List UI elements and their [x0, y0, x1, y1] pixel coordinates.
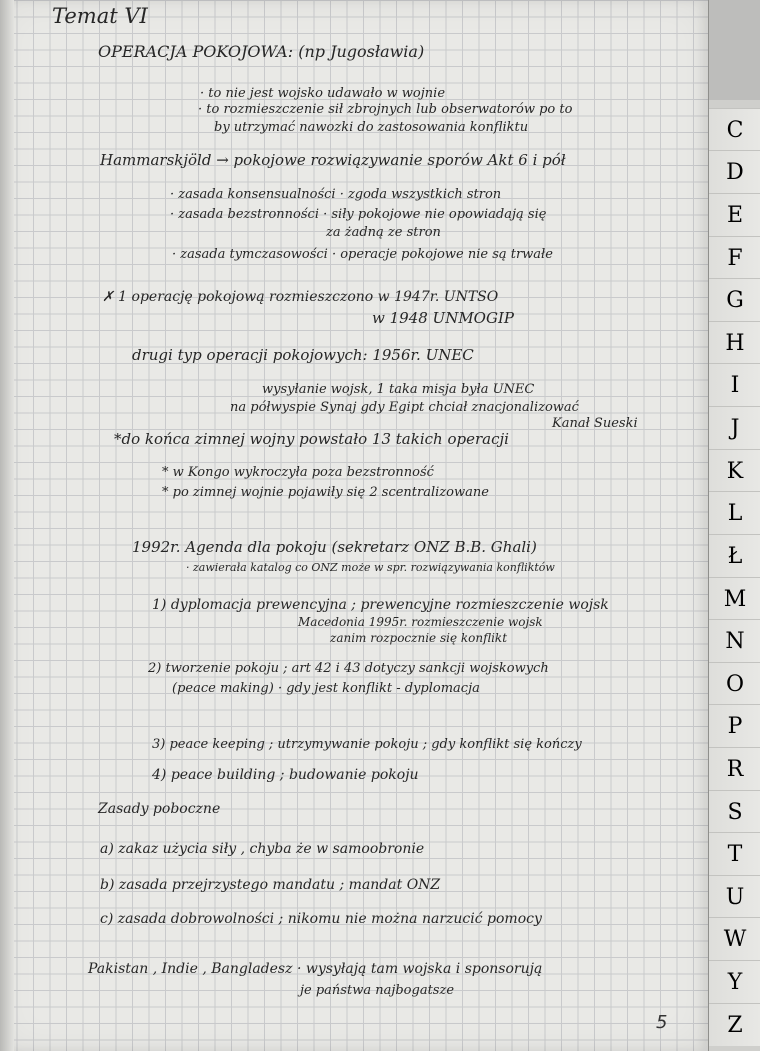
- note-line: c) zasada dobrowolności ; nikomu nie można narzucić pomocy: [100, 911, 542, 927]
- index-tab-z[interactable]: Z: [709, 1003, 760, 1046]
- note-line: je państwa najbogatsze: [300, 983, 455, 998]
- note-line: 4) peace building ; budowanie pokoju: [152, 767, 419, 783]
- page-heading: Temat VI: [52, 4, 148, 28]
- note-line: za żadną ze stron: [326, 225, 441, 240]
- note-line: w 1948 UNMOGIP: [372, 309, 514, 327]
- note-line: 2) tworzenie pokoju ; art 42 i 43 dotyczy sankcji wojskowych: [148, 661, 549, 676]
- index-tab-p[interactable]: P: [709, 704, 760, 747]
- note-line: · zasada tymczasowości · operacje pokojowe nie są trwałe: [172, 247, 553, 262]
- note-line: 1992r. Agenda dla pokoju (sekretarz ONZ B.B. Ghali): [132, 538, 537, 556]
- index-tab-l[interactable]: L: [709, 491, 760, 534]
- index-top-edge: [709, 0, 760, 100]
- note-line: na półwyspie Synaj gdy Egipt chciał znacjonalizować: [230, 400, 579, 415]
- alphabet-index: [708, 0, 760, 1051]
- note-line: *do końca zimnej wojny powstało 13 takich operacji: [114, 430, 509, 448]
- note-line: a) zakaz użycia siły , chyba że w samoobronie: [100, 841, 425, 857]
- spiral-binding: [0, 0, 14, 1051]
- index-tab-l-stroke[interactable]: Ł: [709, 534, 760, 577]
- index-tab-w[interactable]: W: [709, 917, 760, 960]
- note-line: drugi typ operacji pokojowych: 1956r. UNEC: [132, 346, 474, 364]
- index-tab-y[interactable]: Y: [709, 960, 760, 1003]
- note-line: (peace making) · gdy jest konflikt - dyplomacja: [172, 681, 480, 696]
- note-line: zanim rozpocznie się konflikt: [330, 631, 508, 645]
- index-tab-j[interactable]: J: [709, 406, 760, 449]
- index-tab-t[interactable]: T: [709, 832, 760, 875]
- index-tab-k[interactable]: K: [709, 449, 760, 492]
- note-line: · zasada bezstronności · siły pokojowe nie opowiadają się: [170, 207, 547, 222]
- index-tab-c[interactable]: C: [709, 108, 760, 151]
- index-tab-m[interactable]: M: [709, 577, 760, 620]
- index-tab-f[interactable]: F: [709, 236, 760, 279]
- index-tab-d[interactable]: D: [709, 150, 760, 193]
- note-line: 1) dyplomacja prewencyjna ; prewencyjne rozmieszczenie wojsk: [152, 597, 609, 613]
- note-line: * po zimnej wojnie pojawiły się 2 scentralizowane: [162, 485, 489, 500]
- note-line: wysyłanie wojsk, 1 taka misja była UNEC: [262, 382, 535, 397]
- note-line: 3) peace keeping ; utrzymywanie pokoju ; gdy konflikt się kończy: [152, 737, 582, 752]
- note-line: · zawierała katalog co ONZ może w spr. rozwiązywania konfliktów: [186, 561, 555, 574]
- note-line: b) zasada przejrzystego mandatu ; mandat ONZ: [100, 877, 441, 893]
- note-line: Kanał Sueski: [552, 416, 638, 431]
- note-line: OPERACJA POKOJOWA: (np Jugosławia): [98, 42, 425, 61]
- note-line: by utrzymać nawozki do zastosowania konfliktu: [214, 120, 529, 135]
- note-line: Hammarskjöld → pokojowe rozwiązywanie sporów Akt 6 i pół: [100, 151, 566, 169]
- note-line: · to rozmieszczenie sił zbrojnych lub obserwatorów po to: [198, 102, 573, 117]
- note-line: Pakistan , Indie , Bangladesz · wysyłają tam wojska i sponsorują: [88, 961, 543, 977]
- index-tab-r[interactable]: R: [709, 747, 760, 790]
- index-tab-s[interactable]: S: [709, 790, 760, 833]
- index-tab-u[interactable]: U: [709, 875, 760, 918]
- index-tab-g[interactable]: G: [709, 278, 760, 321]
- index-tab-e[interactable]: E: [709, 193, 760, 236]
- note-line: Zasady poboczne: [98, 801, 221, 817]
- note-line: Macedonia 1995r. rozmieszczenie wojsk: [298, 615, 543, 629]
- note-line: ✗ 1 operację pokojową rozmieszczono w 1947r. UNTSO: [102, 289, 499, 305]
- note-line: · zasada konsensualności · zgoda wszystkich stron: [170, 187, 502, 202]
- index-tab-o[interactable]: O: [709, 662, 760, 705]
- note-line: · to nie jest wojsko udawało w wojnie: [200, 86, 446, 101]
- page-number: 5: [656, 1012, 668, 1033]
- index-tab-n[interactable]: N: [709, 619, 760, 662]
- index-tab-i[interactable]: I: [709, 363, 760, 406]
- index-tab-h[interactable]: H: [709, 321, 760, 364]
- note-line: * w Kongo wykroczyła poza bezstronność: [162, 465, 434, 480]
